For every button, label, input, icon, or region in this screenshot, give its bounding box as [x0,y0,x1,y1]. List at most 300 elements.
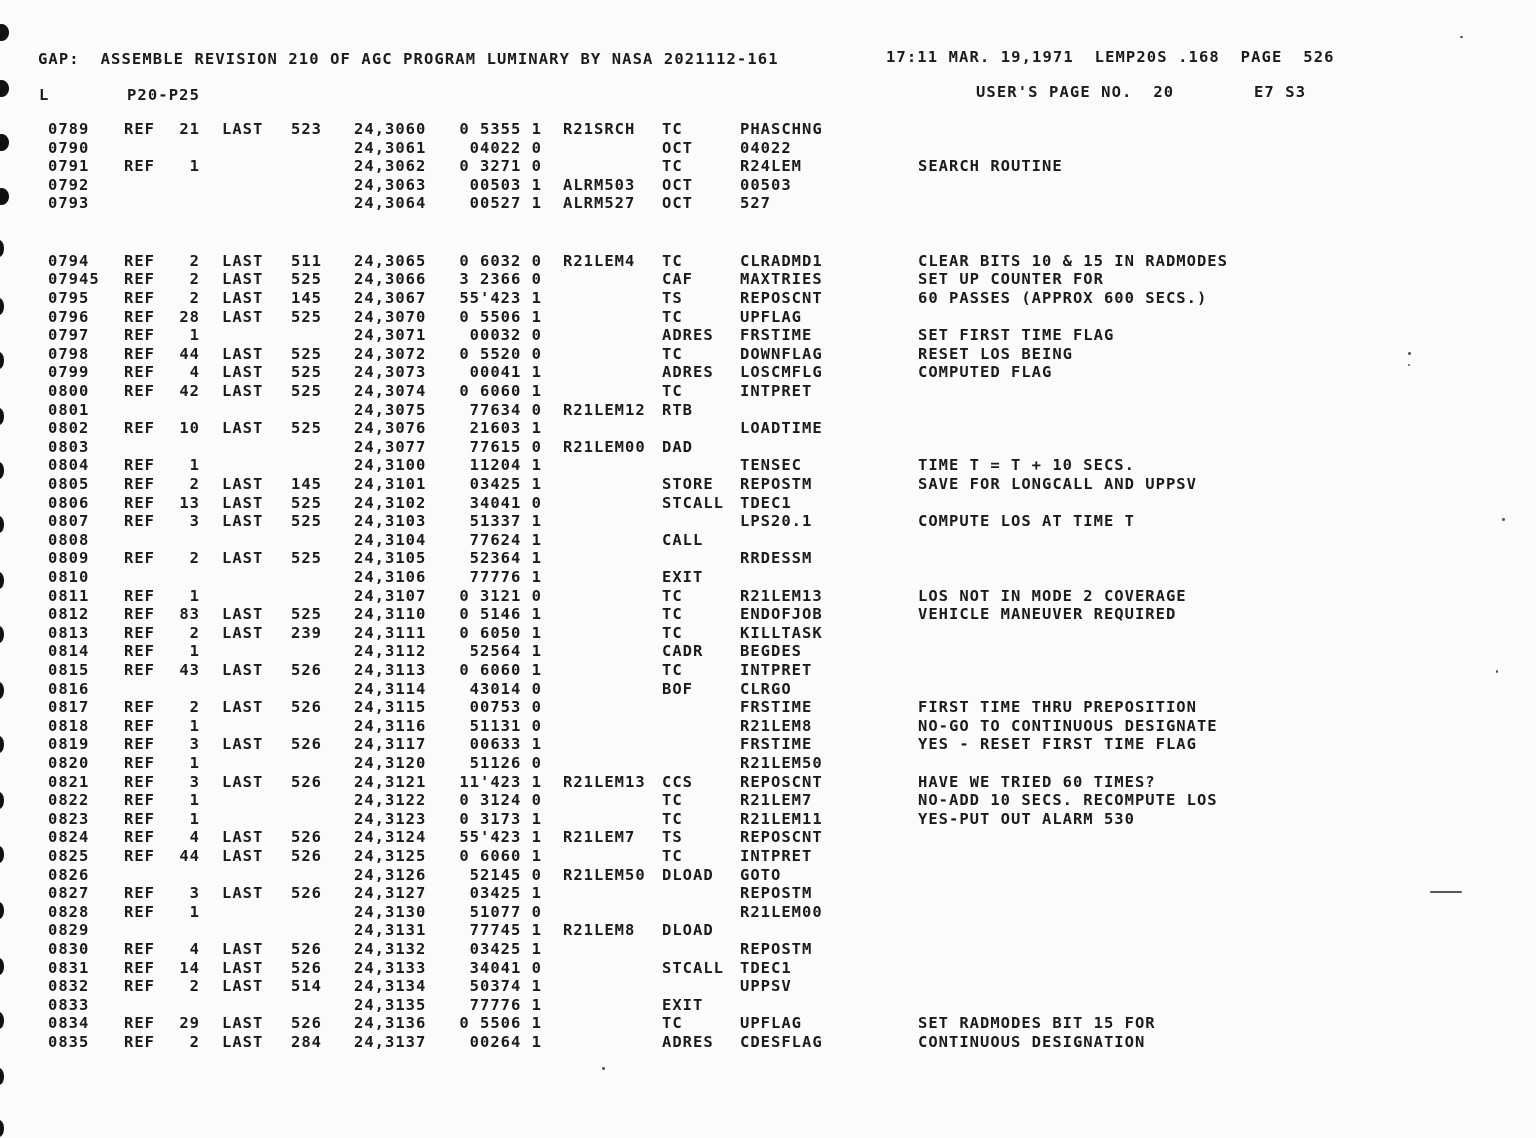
ref-marker: REF [124,884,155,903]
comment: SET RADMODES BIT 15 FOR [918,1014,1156,1033]
octal-code: 3 2366 0 [459,270,542,289]
octal-code: 0 6060 1 [459,382,542,400]
operand: R21LEM13 [740,586,823,605]
address: 24,3131 [354,921,427,940]
last-marker: LAST [222,493,264,512]
address: 24,3111 [354,623,427,642]
opcode: ADRES [662,1033,714,1051]
label: R21LEM00 [563,437,646,456]
comment: SET FIRST TIME FLAG [918,326,1115,345]
paper-speck [602,1067,605,1070]
octal-code: 00753 0 [469,698,542,717]
octal-code: 34041 0 [469,493,542,512]
listing-row [0,419,1536,438]
address: 24,3074 [354,382,427,400]
label: ALRM527 [563,194,636,213]
ref-count: 2 [189,475,200,493]
last-page: 525 [291,493,322,512]
listing-row [0,810,1536,829]
octal-code: 00633 1 [469,735,542,754]
octal-code: 52364 1 [469,549,542,568]
listing-row [0,921,1536,940]
listing-row [0,884,1536,903]
opcode: TC [662,791,683,810]
octal-code: 0 3124 0 [459,791,542,810]
last-page: 526 [291,772,322,791]
operand: UPPSV [740,977,792,996]
line-number: 0816 [48,679,90,698]
opcode: ADRES [662,363,714,382]
address: 24,3076 [354,419,427,438]
ref-marker: REF [124,1033,155,1051]
line-number: 0808 [48,530,90,549]
address: 24,3106 [354,568,427,586]
address: 24,3110 [354,605,427,624]
address: 24,3070 [354,307,427,326]
address: 24,3065 [354,251,427,270]
octal-code: 77615 0 [469,437,542,456]
octal-code: 51077 0 [469,902,542,921]
ref-marker: REF [124,344,155,363]
operand: FRSTIME [740,735,813,754]
address: 24,3062 [354,157,427,176]
last-page: 526 [291,884,322,903]
opcode: TC [662,605,683,624]
octal-code: 21603 1 [469,419,542,438]
octal-code: 77776 1 [469,995,542,1014]
opcode: CADR [662,642,704,661]
line-number: 0799 [48,363,90,382]
last-marker: LAST [222,605,264,624]
opcode: TC [662,661,683,679]
address: 24,3123 [354,809,427,828]
listing-row [0,959,1536,978]
line-number: 0813 [48,623,90,642]
listing-row [0,996,1536,1015]
section-flag: L [39,86,50,104]
ref-marker: REF [124,326,155,345]
operand: FRSTIME [740,326,813,345]
address: 24,3102 [354,493,427,512]
octal-code: 77624 1 [469,530,542,549]
operand: 00503 [740,175,792,194]
line-number: 0823 [48,809,90,828]
octal-code: 04022 0 [469,138,542,157]
ref-count: 3 [189,772,200,791]
comment: FIRST TIME THRU PREPOSITION [918,698,1197,717]
ref-marker: REF [124,605,155,624]
listing-row [0,194,1536,213]
ref-count: 2 [189,977,200,996]
line-number: 0814 [48,642,90,661]
octal-code: 55'423 1 [459,828,542,847]
ref-count: 44 [179,344,200,363]
operand: ENDOFJOB [740,605,823,624]
last-page: 526 [291,661,322,679]
line-number: 0825 [48,847,90,865]
ref-count: 44 [179,847,200,865]
operand: REPOSTM [740,884,813,903]
line-number: 0790 [48,138,90,157]
octal-code: 51131 0 [469,716,542,735]
comment: COMPUTE LOS AT TIME T [918,512,1135,531]
listing-row [0,698,1536,717]
last-page: 525 [291,419,322,438]
operand: LOADTIME [740,419,823,438]
opcode: TC [662,809,683,828]
comment: YES - RESET FIRST TIME FLAG [918,735,1197,754]
address: 24,3060 [354,120,427,138]
line-number: 0796 [48,307,90,326]
octal-code: 55'423 1 [459,289,542,307]
opcode: OCT [662,175,693,194]
operand: REPOSCNT [740,828,823,847]
line-number: 0794 [48,251,90,270]
operand: TENSEC [740,456,802,475]
ref-marker: REF [124,586,155,605]
last-page: 145 [291,289,322,307]
line-number: 0802 [48,419,90,438]
listing-row [0,940,1536,959]
last-marker: LAST [222,549,264,568]
last-marker: LAST [222,251,264,270]
ref-marker: REF [124,661,155,679]
label: R21SRCH [563,120,636,138]
ref-count: 1 [189,326,200,345]
binder-hole [0,80,9,97]
ref-marker: REF [124,475,155,493]
opcode: BOF [662,679,693,698]
comment: CLEAR BITS 10 & 15 IN RADMODES [918,251,1228,270]
ref-count: 2 [189,251,200,270]
ref-marker: REF [124,809,155,828]
last-page: 526 [291,1014,322,1033]
ref-count: 1 [189,902,200,921]
listing-row [0,157,1536,176]
line-number: 0822 [48,791,90,810]
octal-code: 00041 1 [469,363,542,382]
line-number: 0819 [48,735,90,754]
listing-row [0,754,1536,773]
line-number: 0827 [48,884,90,903]
line-number: 0792 [48,175,90,194]
octal-code: 11'423 1 [459,772,542,791]
line-number: 0832 [48,977,90,996]
opcode: STCALL [662,958,724,977]
ref-count: 1 [189,586,200,605]
ref-marker: REF [124,251,155,270]
line-number: 0810 [48,568,90,586]
ref-marker: REF [124,512,155,531]
operand: R21LEM00 [740,902,823,921]
address: 24,3072 [354,344,427,363]
line-number: 0820 [48,754,90,772]
ref-count: 2 [189,549,200,568]
last-marker: LAST [222,847,264,865]
line-number: 0804 [48,456,90,475]
operand: CLRADMD1 [740,251,823,270]
line-number: 0807 [48,512,90,531]
last-page: 525 [291,270,322,289]
octal-code: 51126 0 [469,754,542,772]
listing-row [0,680,1536,699]
octal-code: 0 3121 0 [459,586,542,605]
ref-count: 2 [189,289,200,307]
listing-row [0,308,1536,327]
octal-code: 0 6032 0 [459,251,542,270]
address: 24,3063 [354,175,427,194]
label: R21LEM8 [563,921,636,940]
last-marker: LAST [222,419,264,438]
operand: R21LEM50 [740,754,823,772]
comment: SAVE FOR LONGCALL AND UPPSV [918,475,1197,493]
operand: R21LEM8 [740,716,813,735]
listing-row [0,401,1536,420]
opcode: TC [662,1014,683,1033]
last-page: 511 [291,251,322,270]
octal-code: 77745 1 [469,921,542,940]
ref-count: 28 [179,307,200,326]
last-marker: LAST [222,940,264,958]
listing-row [0,512,1536,531]
octal-code: 0 5506 1 [459,1014,542,1033]
address: 24,3105 [354,549,427,568]
operand: BEGDES [740,642,802,661]
line-number: 0812 [48,605,90,624]
address: 24,3115 [354,698,427,717]
octal-code: 77776 1 [469,568,542,586]
listing-row [0,791,1536,810]
opcode: ADRES [662,326,714,345]
operand: REPOSTM [740,475,813,493]
last-marker: LAST [222,623,264,642]
opcode: TC [662,307,683,326]
line-number: 0829 [48,921,90,940]
octal-code: 0 3271 0 [459,157,542,176]
opcode: CCS [662,772,693,791]
address: 24,3066 [354,270,427,289]
line-number: 0789 [48,120,90,138]
operand: PHASCHNG [740,120,823,138]
ref-marker: REF [124,958,155,977]
listing-row [0,363,1536,382]
last-page: 526 [291,847,322,865]
line-number: 0834 [48,1014,90,1033]
line-number: 0815 [48,661,90,679]
last-page: 523 [291,120,322,138]
opcode: TC [662,157,683,176]
address: 24,3132 [354,940,427,958]
listing-row [0,270,1536,289]
address: 24,3121 [354,772,427,791]
operand: INTPRET [740,847,813,865]
address: 24,3073 [354,363,427,382]
comment: HAVE WE TRIED 60 TIMES? [918,772,1156,791]
opcode: STCALL [662,493,724,512]
octal-code: 0 3173 1 [459,809,542,828]
paper-speck [1460,36,1463,38]
listing-row [0,139,1536,158]
line-number: 0830 [48,940,90,958]
ref-count: 2 [189,270,200,289]
address: 24,3113 [354,661,427,679]
last-page: 525 [291,307,322,326]
opcode: CALL [662,530,704,549]
listing-row [0,456,1536,475]
operand: UPFLAG [740,307,802,326]
header-title-line: GAP: ASSEMBLE REVISION 210 OF AGC PROGRAM LUMINARY BY NASA 2021112-161 [38,50,779,68]
users-page-number: USER'S PAGE NO. 20 [976,83,1175,101]
address: 24,3127 [354,884,427,903]
listing-row [0,1033,1536,1052]
ref-count: 1 [189,716,200,735]
listing-row [0,475,1536,494]
line-number: 0826 [48,865,90,884]
ref-count: 21 [179,120,200,138]
ref-marker: REF [124,1014,155,1033]
page-code: E7 S3 [1254,83,1307,101]
ref-marker: REF [124,977,155,996]
listing-row [0,587,1536,606]
ref-marker: REF [124,623,155,642]
address: 24,3114 [354,679,427,698]
label: R21LEM12 [563,400,646,419]
operand: 527 [740,194,771,213]
address: 24,3126 [354,865,427,884]
listing-row [0,382,1536,401]
octal-code: 0 5355 1 [459,120,542,138]
address: 24,3071 [354,326,427,345]
ref-marker: REF [124,754,155,772]
operand: REPOSTM [740,940,813,958]
ref-marker: REF [124,419,155,438]
ref-marker: REF [124,270,155,289]
operand: LOSCMFLG [740,363,823,382]
last-page: 284 [291,1033,322,1051]
opcode: DLOAD [662,865,714,884]
ref-count: 13 [179,493,200,512]
ref-count: 10 [179,419,200,438]
address: 24,3100 [354,456,427,475]
line-number: 0811 [48,586,90,605]
listing-row [0,289,1536,308]
ref-marker: REF [124,382,155,400]
operand: RRDESSM [740,549,813,568]
octal-code: 00527 1 [469,194,542,213]
listing-row [0,735,1536,754]
address: 24,3112 [354,642,427,661]
listing-row [0,977,1536,996]
ref-marker: REF [124,642,155,661]
last-marker: LAST [222,344,264,363]
last-page: 526 [291,958,322,977]
label: ALRM503 [563,175,636,194]
octal-code: 34041 0 [469,958,542,977]
address: 24,3103 [354,512,427,531]
octal-code: 00264 1 [469,1033,542,1051]
header-run-info: 17:11 MAR. 19,1971 LEMP20S .168 PAGE 526 [886,48,1335,66]
opcode: TS [662,289,683,307]
operand: LPS20.1 [740,512,813,531]
listing-row [0,120,1536,139]
ref-marker: REF [124,549,155,568]
opcode: DAD [662,437,693,456]
last-page: 525 [291,382,322,400]
line-number: 0831 [48,958,90,977]
octal-code: 0 6050 1 [459,623,542,642]
operand: INTPRET [740,661,813,679]
octal-code: 77634 0 [469,400,542,419]
comment: YES-PUT OUT ALARM 530 [918,809,1135,828]
last-page: 525 [291,549,322,568]
ref-marker: REF [124,791,155,810]
ref-marker: REF [124,120,155,138]
operand: TDEC1 [740,493,792,512]
label: R21LEM13 [563,772,646,791]
last-page: 514 [291,977,322,996]
address: 24,3104 [354,530,427,549]
opcode: EXIT [662,995,704,1014]
ref-count: 4 [189,940,200,958]
comment: 60 PASSES (APPROX 600 SECS.) [918,289,1208,307]
octal-code: 0 5146 1 [459,605,542,624]
listing-row [0,568,1536,587]
line-number: 0793 [48,194,90,213]
listing-row [0,661,1536,680]
opcode: EXIT [662,568,704,586]
opcode: TC [662,623,683,642]
ref-count: 1 [189,642,200,661]
last-page: 525 [291,363,322,382]
ref-count: 1 [189,809,200,828]
last-marker: LAST [222,363,264,382]
last-page: 525 [291,605,322,624]
ref-marker: REF [124,735,155,754]
ref-marker: REF [124,828,155,847]
operand: CLRGO [740,679,792,698]
listing-row [0,345,1536,364]
ref-marker: REF [124,847,155,865]
last-marker: LAST [222,1014,264,1033]
last-marker: LAST [222,661,264,679]
ref-marker: REF [124,493,155,512]
operand: R21LEM7 [740,791,813,810]
line-number: 0801 [48,400,90,419]
operand: INTPRET [740,382,813,400]
address: 24,3101 [354,475,427,493]
comment: LOS NOT IN MODE 2 COVERAGE [918,586,1187,605]
address: 24,3134 [354,977,427,996]
address: 24,3130 [354,902,427,921]
line-number: 0828 [48,902,90,921]
ref-marker: REF [124,307,155,326]
listing-row [0,624,1536,643]
octal-code: 03425 1 [469,940,542,958]
ref-marker: REF [124,289,155,307]
ref-marker: REF [124,363,155,382]
ref-count: 1 [189,157,200,176]
last-page: 239 [291,623,322,642]
listing-row [0,549,1536,568]
line-number: 0821 [48,772,90,791]
last-page: 526 [291,828,322,847]
address: 24,3133 [354,958,427,977]
last-page: 145 [291,475,322,493]
address: 24,3117 [354,735,427,754]
ref-count: 2 [189,623,200,642]
ref-count: 3 [189,884,200,903]
operand: MAXTRIES [740,270,823,289]
